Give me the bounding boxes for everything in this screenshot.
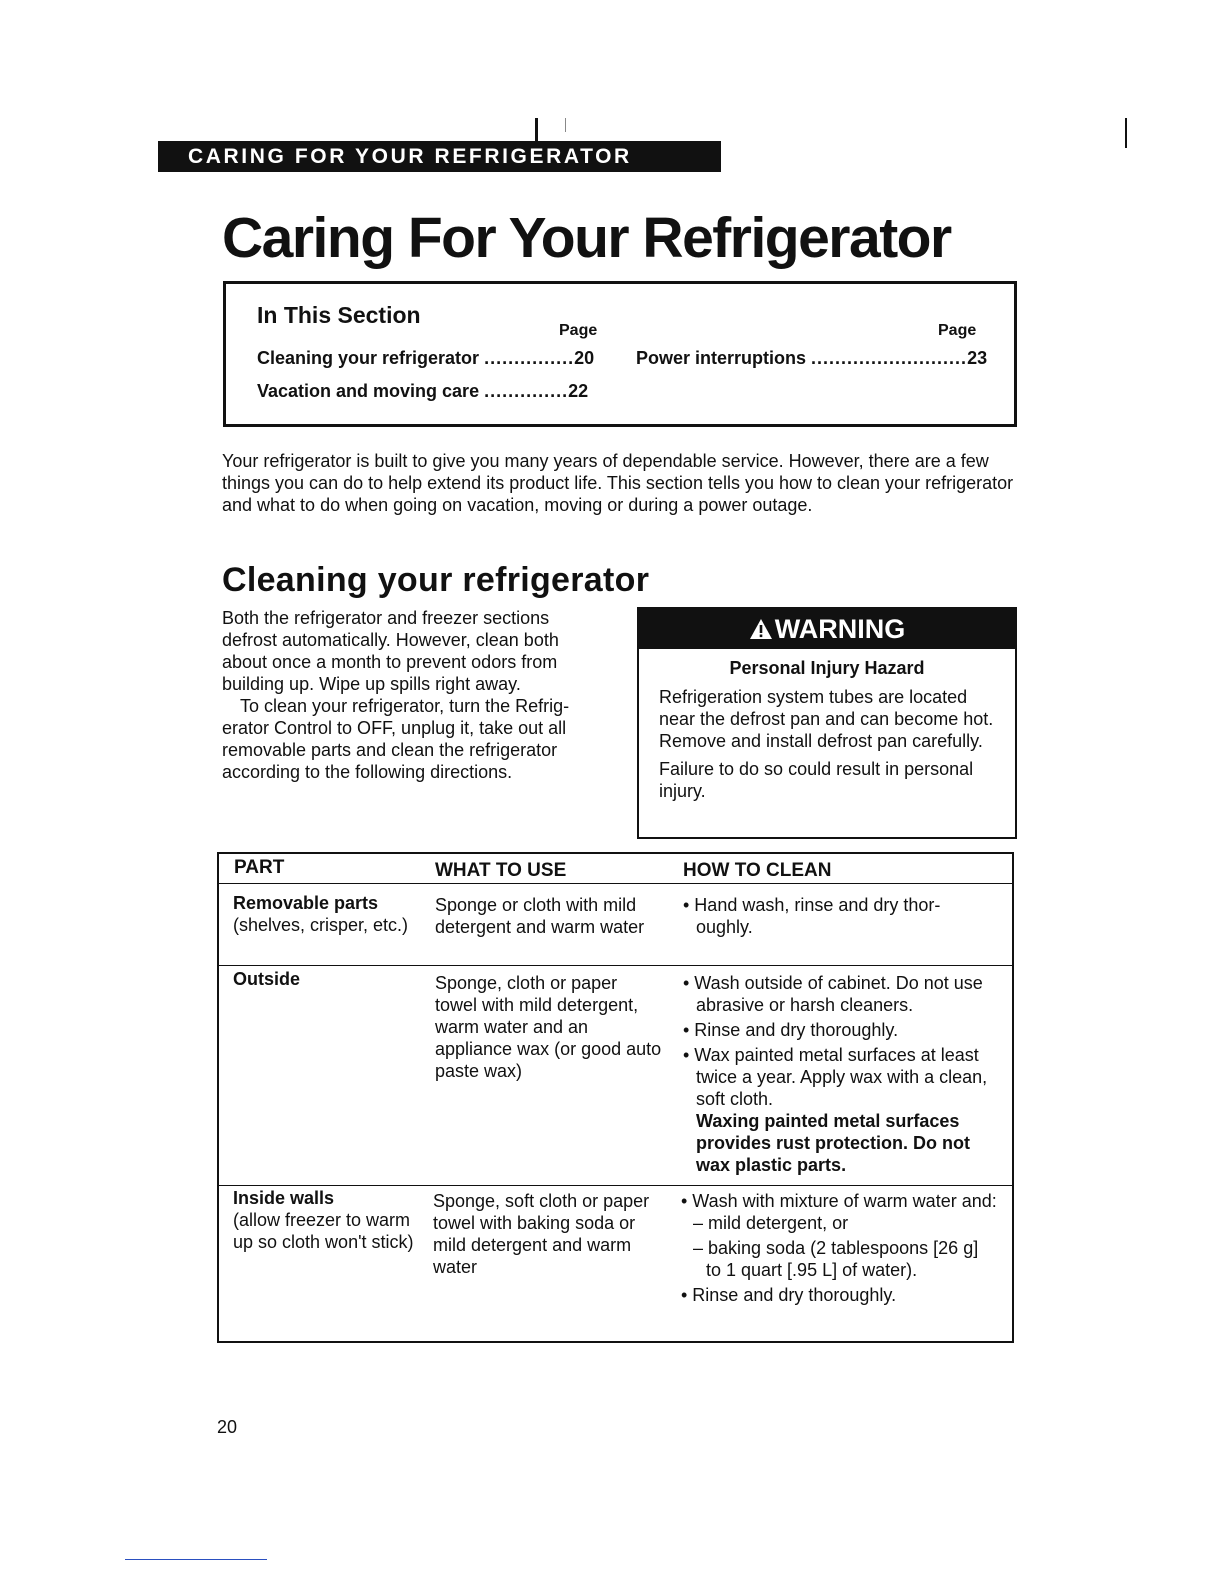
- table-header-what-to-use: WHAT TO USE: [435, 860, 567, 881]
- page-number: 20: [217, 1417, 238, 1437]
- toc-entry-page: 22: [568, 381, 589, 401]
- table-header-part: PART: [234, 857, 285, 878]
- section-heading: Cleaning your refrigerator: [222, 561, 650, 599]
- part-name: Inside walls: [233, 1188, 335, 1208]
- decorative-mark: [535, 118, 538, 142]
- toc-entry-power[interactable]: [636, 348, 987, 369]
- section-header-bar: CARING FOR YOUR REFRIGERATOR: [158, 141, 721, 172]
- what-to-use-cell: Sponge, cloth or paper towel with mild detergent, warm water and an appliance wax (or good auto paste wax): [435, 973, 662, 1081]
- toc-entry-label: Vacation and moving care: [257, 381, 480, 401]
- how-to-clean-cell: [681, 1190, 1003, 1306]
- table-header-how-to-clean: HOW TO CLEAN: [683, 860, 832, 881]
- what-to-use-cell: Sponge, soft cloth or paper towel with baking soda or mild detergent and warm water: [433, 1191, 650, 1277]
- toc-leader-dots: ..............: [484, 381, 569, 401]
- cleaning-paragraph: Both the refrigerator and freezer sections defrost automatically. However, clean both about once a month to prevent odors from building up. Wipe up spills right away.: [222, 608, 559, 694]
- warning-subtitle: Personal Injury Hazard: [729, 658, 925, 678]
- table-row: [233, 1187, 423, 1253]
- toc-page-label: Page: [938, 322, 977, 339]
- intro-paragraph: Your refrigerator is built to give you many years of dependable service. However, there are a few things you can do to help extend its product life. This section tells you how to clean your refrigerator and what to do when going on vacation, moving or during a power outage.: [222, 451, 1014, 515]
- toc-entry-cleaning[interactable]: [257, 348, 594, 369]
- part-note: (allow freezer to warm up so cloth won't stick): [233, 1210, 414, 1252]
- decorative-mark: [565, 118, 566, 132]
- how-to-clean-cell: [683, 894, 983, 938]
- warning-text: [659, 686, 1004, 802]
- cleaning-paragraph: To clean your refrigerator, turn the Refrig-erator Control to OFF, unplug it, take out all removable parts and clean the refrigerator according to the following directions.: [222, 696, 570, 782]
- table-row: [233, 968, 418, 990]
- toc-entry-label: Cleaning your refrigerator: [257, 348, 480, 368]
- toc-leader-dots: ..........................: [811, 348, 968, 368]
- warning-triangle-icon: [749, 609, 773, 653]
- toc-leader-dots: ...............: [484, 348, 575, 368]
- cleaning-body: [222, 607, 607, 783]
- table-divider: [219, 1185, 1012, 1186]
- part-name: Removable parts: [233, 893, 379, 913]
- toc-heading: In This Section: [257, 302, 421, 328]
- warning-label: WARNING: [774, 614, 906, 644]
- clean-substep: – baking soda (2 tablespoons [26 g]: [693, 1238, 979, 1258]
- clean-step: • Rinse and dry thoroughly.: [683, 1020, 899, 1040]
- what-to-use-cell: Sponge or cloth with mild detergent and warm water: [435, 895, 645, 937]
- clean-substep: – mild detergent, or: [693, 1213, 849, 1233]
- clean-substep: to 1 quart [.95 L] of water).: [706, 1260, 918, 1280]
- clean-step: • Wash outside of cabinet. Do not use abrasive or harsh cleaners.: [683, 973, 983, 1015]
- table-divider: [219, 965, 1012, 966]
- toc-entry-label: Power interruptions: [636, 348, 807, 368]
- toc-entry-vacation[interactable]: [257, 381, 588, 402]
- toc-entry-page: 20: [574, 348, 595, 368]
- toc-page-label: Page: [559, 322, 598, 339]
- clean-step: • Rinse and dry thoroughly.: [681, 1285, 897, 1305]
- how-to-clean-cell: [683, 972, 1001, 1176]
- clean-step: • Wax painted metal surfaces at least twice a year. Apply wax with a clean, soft cloth.: [683, 1045, 988, 1109]
- clean-step: • Hand wash, rinse and dry thor-oughly.: [683, 895, 941, 937]
- footer-rule: [125, 1559, 267, 1560]
- warning-paragraph: Failure to do so could result in personal injury.: [659, 759, 974, 801]
- clean-step: • Wash with mixture of warm water and:: [681, 1191, 997, 1211]
- part-name: Outside: [233, 969, 301, 989]
- table-row: [233, 892, 418, 936]
- clean-step-emphasis: Waxing painted metal surfaces provides rust protection. Do not wax plastic parts.: [696, 1111, 971, 1175]
- page-title: Caring For Your Refrigerator: [222, 206, 951, 270]
- toc-entry-page: 23: [967, 348, 988, 368]
- warning-paragraph: Refrigeration system tubes are located near the defrost pan and can become hot. Remove and install defrost pan carefully.: [659, 687, 994, 751]
- part-note: (shelves, crisper, etc.): [233, 915, 409, 935]
- decorative-mark: [1125, 118, 1127, 148]
- table-divider: [219, 883, 1012, 884]
- warning-banner: [637, 607, 1017, 649]
